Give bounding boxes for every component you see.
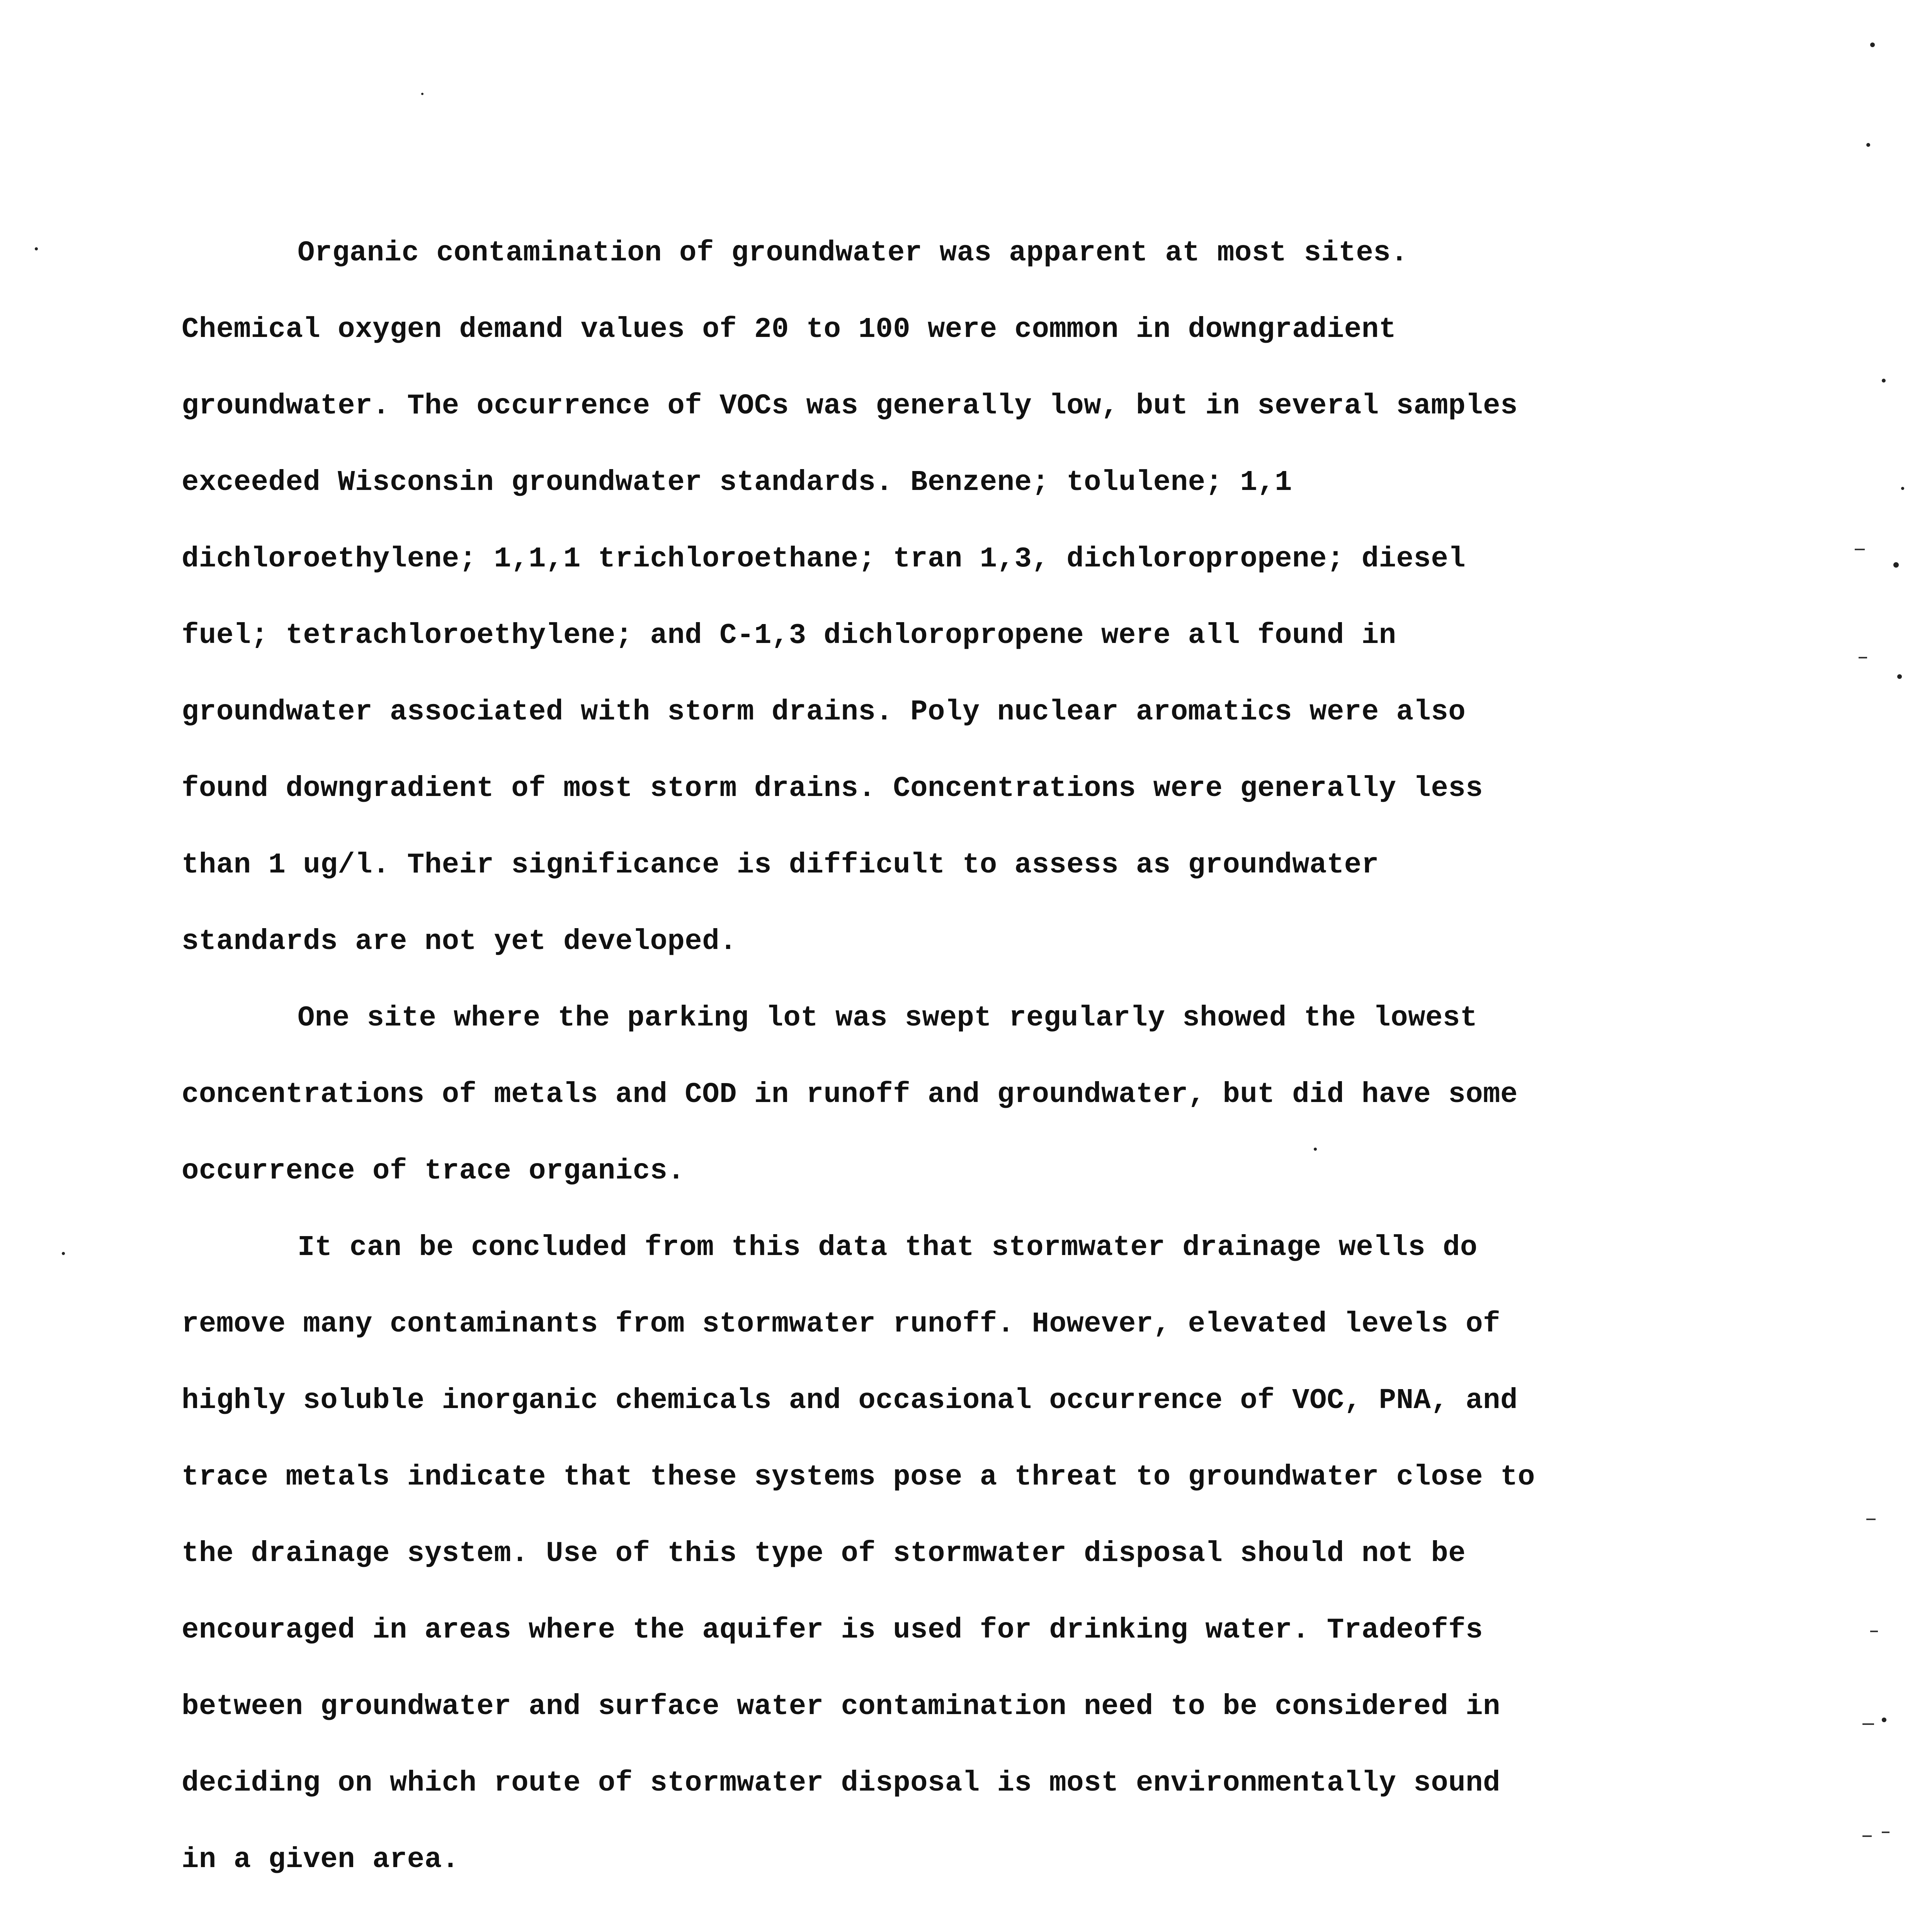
scan-speck	[1870, 43, 1875, 47]
scan-speck	[1882, 379, 1886, 383]
paragraph-line: groundwater. The occurrence of VOCs was generally low, but in several samples	[182, 390, 1518, 422]
scan-dash	[1862, 1835, 1872, 1837]
scan-speck	[1893, 562, 1899, 568]
scan-speck	[1901, 487, 1904, 490]
scan-speck	[1897, 674, 1902, 679]
paragraph-line: fuel; tetrachloroethylene; and C-1,3 dichloropropene were all found in	[182, 619, 1396, 652]
paragraph-line: encouraged in areas where the aquifer is used for drinking water. Tradeoffs	[182, 1614, 1483, 1646]
scan-dash	[1862, 1723, 1874, 1725]
paragraph-line: deciding on which route of stormwater disposal is most environmentally sound	[182, 1767, 1500, 1799]
scan-dash	[1870, 1631, 1878, 1632]
paragraph-line: concentrations of metals and COD in runoff and groundwater, but did have some	[182, 1078, 1518, 1111]
paragraph-line: trace metals indicate that these systems pose a threat to groundwater close to	[182, 1461, 1535, 1493]
scan-dash	[1882, 1832, 1889, 1833]
scan-speck	[1314, 1148, 1317, 1151]
paragraph-line: It can be concluded from this data that stormwater drainage wells do	[298, 1231, 1478, 1264]
paragraph-line: in a given area.	[182, 1844, 459, 1876]
paragraph-line: Chemical oxygen demand values of 20 to 100 were common in downgradient	[182, 313, 1396, 346]
paragraph-line: exceeded Wisconsin groundwater standards. Benzene; tolulene; 1,1	[182, 466, 1293, 499]
paragraph-line: than 1 ug/l. Their significance is difficult to assess as groundwater	[182, 849, 1379, 881]
paragraph-line: between groundwater and surface water contamination need to be considered in	[182, 1690, 1500, 1723]
paragraph-line: occurrence of trace organics.	[182, 1155, 685, 1187]
scan-speck	[1866, 143, 1870, 147]
paragraph-line: groundwater associated with storm drains. Poly nuclear aromatics were also	[182, 696, 1466, 728]
paragraph-line: One site where the parking lot was swept regularly showed the lowest	[298, 1002, 1478, 1034]
paragraph-line: highly soluble inorganic chemicals and occasional occurrence of VOC, PNA, and	[182, 1384, 1518, 1417]
scan-speck	[62, 1252, 65, 1255]
scan-speck	[35, 247, 38, 250]
paragraph-line: dichloroethylene; 1,1,1 trichloroethane; tran 1,3, dichloropropene; diesel	[182, 543, 1466, 575]
scan-dash	[1866, 1519, 1876, 1520]
paragraph-line: standards are not yet developed.	[182, 925, 737, 958]
scan-dash	[1855, 549, 1865, 550]
paragraph-line: Organic contamination of groundwater was apparent at most sites.	[298, 237, 1408, 269]
paragraph-line: the drainage system. Use of this type of stormwater disposal should not be	[182, 1537, 1466, 1570]
paragraph-line: remove many contaminants from stormwater runoff. However, elevated levels of	[182, 1308, 1500, 1340]
scan-speck	[1882, 1718, 1886, 1722]
scan-speck	[421, 93, 423, 95]
scan-dash	[1859, 657, 1867, 658]
paragraph-line: found downgradient of most storm drains. Concentrations were generally less	[182, 772, 1483, 805]
